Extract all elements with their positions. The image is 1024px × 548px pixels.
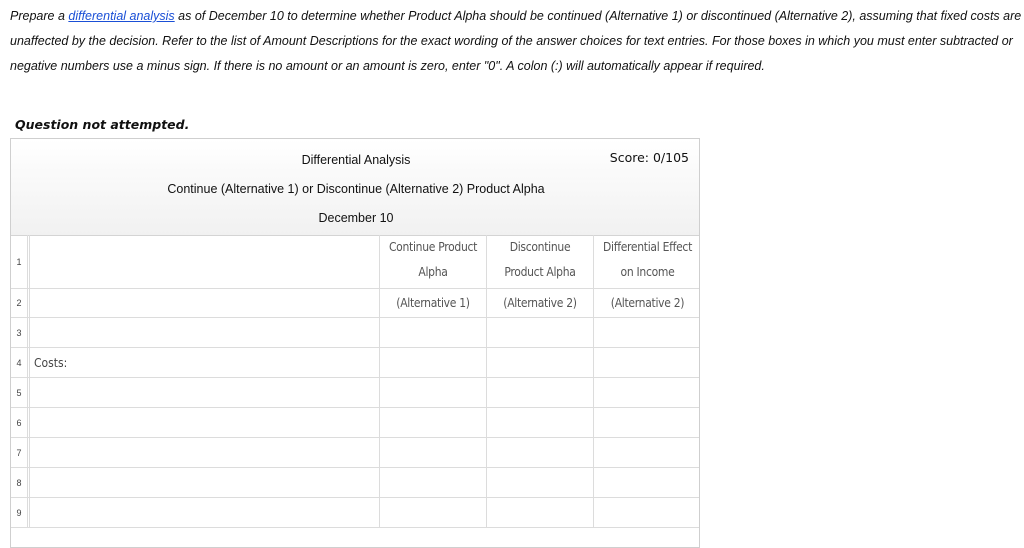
amount-cell-differential[interactable] — [594, 468, 700, 497]
amount-cell-differential[interactable] — [594, 378, 700, 407]
worksheet-panel — [10, 138, 700, 548]
differential-analysis-link[interactable]: differential analysis — [68, 9, 175, 23]
worksheet-date: December 10 — [318, 211, 394, 225]
table-row — [11, 378, 699, 408]
row-number: 7 — [11, 438, 28, 467]
amount-cell-alt1[interactable] — [380, 318, 487, 347]
row-number: 6 — [11, 408, 28, 437]
amount-cell-alt2[interactable] — [487, 348, 594, 377]
table-row — [11, 289, 699, 318]
instructions-line-1 — [10, 4, 1022, 29]
instructions — [10, 4, 1022, 79]
description-cell[interactable]: Costs: — [30, 348, 380, 377]
amount-cell-differential[interactable] — [594, 318, 700, 347]
column-header-discontinue — [487, 235, 594, 288]
alternative-label: (Alternative 1) — [380, 289, 487, 317]
description-cell[interactable] — [30, 289, 380, 317]
description-cell[interactable] — [30, 438, 380, 467]
amount-cell-alt1[interactable] — [380, 348, 487, 377]
column-header-differential — [594, 235, 700, 288]
column-header-line: Differential Effect — [602, 240, 692, 254]
worksheet-header — [11, 139, 699, 236]
description-cell[interactable] — [30, 318, 380, 347]
description-cell[interactable] — [30, 235, 380, 288]
amount-cell-alt1[interactable] — [380, 378, 487, 407]
row-number: 9 — [11, 498, 28, 527]
amount-cell-alt1[interactable] — [380, 408, 487, 437]
amount-cell-alt1[interactable] — [380, 438, 487, 467]
amount-cell-alt2[interactable] — [487, 408, 594, 437]
alternative-label: (Alternative 2) — [487, 289, 594, 317]
amount-cell-differential[interactable] — [594, 408, 700, 437]
table-row — [11, 498, 699, 528]
table-row — [11, 348, 699, 378]
table-row — [11, 468, 699, 498]
description-cell[interactable] — [30, 408, 380, 437]
row-number: 4 — [11, 348, 28, 377]
instructions-line-1-text: as of December 10 to determine whether Product Alpha should be continued (Alternative 1) or discontinued (Alternative 2), assuming that fixed costs are — [174, 9, 1022, 23]
instructions-line-2: unaffected by the decision. Refer to the list of Amount Descriptions for the exact wording of the answer choices for text entries. For those boxes in which you must enter subtracted or — [10, 34, 1013, 48]
table-row — [11, 235, 699, 289]
row-number: 8 — [11, 468, 28, 497]
amount-cell-differential[interactable] — [594, 348, 700, 377]
column-header-line: Discontinue — [509, 240, 571, 254]
description-cell[interactable] — [30, 498, 380, 527]
question-status: Question not attempted. — [15, 117, 190, 132]
amount-cell-differential[interactable] — [594, 498, 700, 527]
amount-cell-differential[interactable] — [594, 438, 700, 467]
amount-cell-alt2[interactable] — [487, 468, 594, 497]
amount-cell-alt2[interactable] — [487, 498, 594, 527]
instructions-line-3: negative numbers use a minus sign. If there is no amount or an amount is zero, enter "0". A colon (:) will automatically appear if required. — [10, 59, 765, 73]
table-row — [11, 408, 699, 438]
amount-cell-alt2[interactable] — [487, 438, 594, 467]
worksheet-subtitle: Continue (Alternative 1) or Discontinue (Alternative 2) Product Alpha — [167, 182, 545, 196]
column-header-line: on Income — [620, 265, 675, 279]
row-number: 2 — [11, 289, 28, 317]
amount-cell-alt1[interactable] — [380, 498, 487, 527]
score-label: Score: 0/105 — [609, 150, 689, 165]
row-number: 3 — [11, 318, 28, 347]
description-cell[interactable] — [30, 378, 380, 407]
column-header-line: Product Alpha — [504, 265, 576, 279]
column-header-continue — [380, 235, 487, 288]
table-row — [11, 438, 699, 468]
row-number: 1 — [11, 235, 28, 288]
alternative-label: (Alternative 2) — [610, 296, 685, 310]
amount-cell-alt2[interactable] — [487, 378, 594, 407]
column-header-line: Alpha — [418, 265, 448, 279]
instructions-prefix: Prepare a — [10, 9, 69, 23]
row-number: 5 — [11, 378, 28, 407]
amount-cell-alt2[interactable] — [487, 318, 594, 347]
worksheet-title: Differential Analysis — [301, 153, 411, 167]
table-row — [11, 318, 699, 348]
description-cell[interactable] — [30, 468, 380, 497]
column-header-line: Continue Product — [388, 240, 478, 254]
amount-cell-alt1[interactable] — [380, 468, 487, 497]
